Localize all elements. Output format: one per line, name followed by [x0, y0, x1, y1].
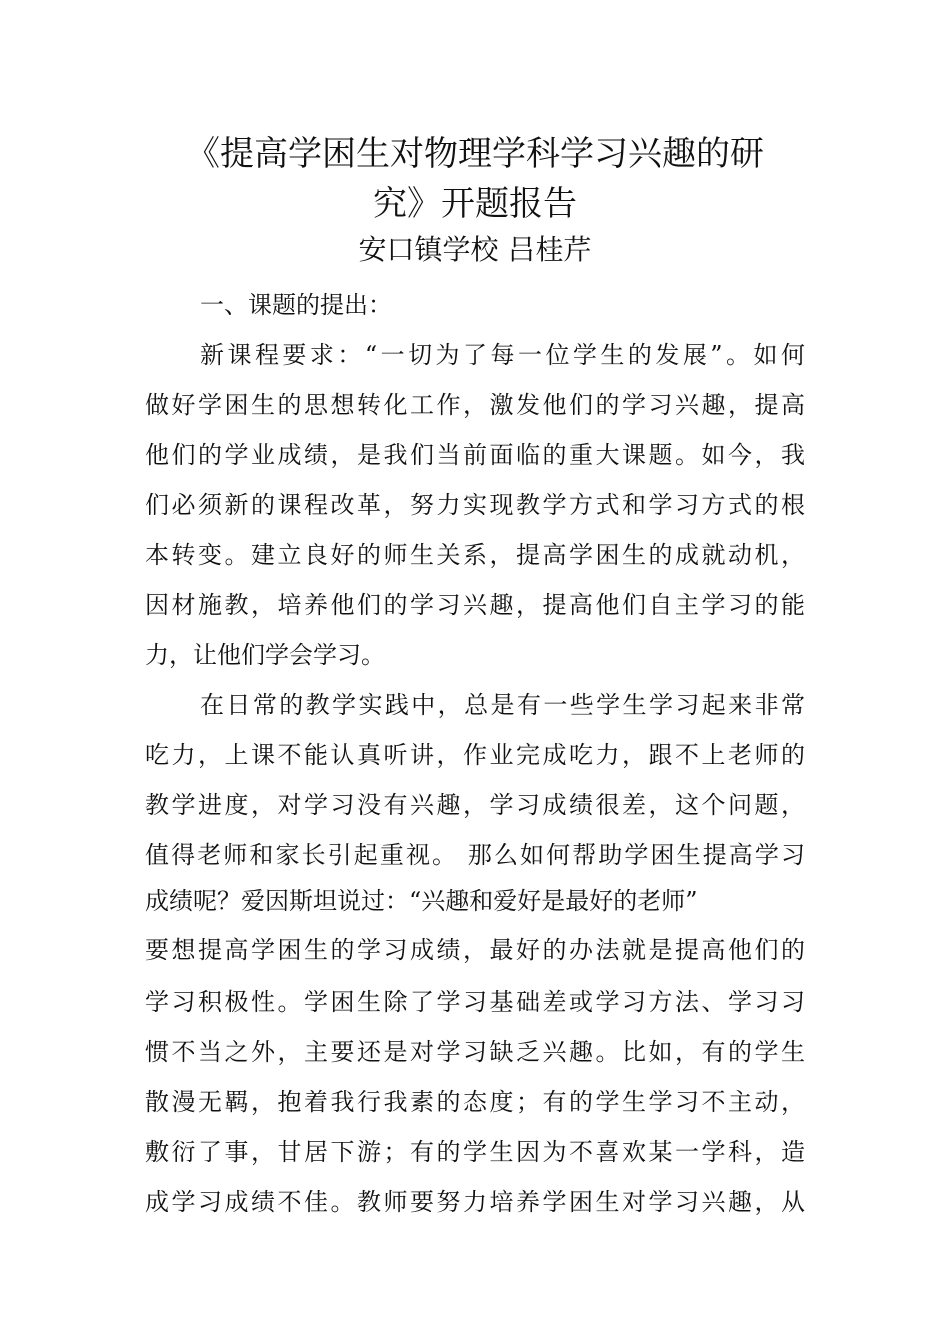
paragraph-line: 吃力，上课不能认真听讲，作业完成吃力，跟不上老师的 [145, 741, 805, 769]
paragraph-line: 惯不当之外，主要还是对学习缺乏兴趣。比如，有的学生 [145, 1038, 805, 1066]
section-heading: 一、课题的提出： [200, 291, 392, 319]
paragraph-line: 在日常的教学实践中，总是有一些学生学习起来非常 [200, 691, 805, 719]
paragraph-line: 因材施教，培养他们的学习兴趣，提高他们自主学习的能 [145, 591, 805, 619]
paragraph-line: 要想提高学困生的学习成绩，最好的办法就是提高他们的 [145, 936, 805, 964]
author-byline: 安口镇学校 吕桂芹 [358, 233, 592, 266]
paragraph-line: 成绩呢？爱因斯坦说过：“兴趣和爱好是最好的老师” [145, 887, 698, 915]
paragraph-line: 他们的学业成绩，是我们当前面临的重大课题。如今，我 [145, 441, 805, 469]
paragraph-line: 们必须新的课程改革，努力实现教学方式和学习方式的根 [145, 491, 805, 519]
paragraph-line: 学习积极性。学困生除了学习基础差或学习方法、学习习 [145, 988, 805, 1016]
paragraph-line: 本转变。建立良好的师生关系，提高学困生的成就动机， [145, 541, 805, 569]
paragraph-line: 教学进度，对学习没有兴趣，学习成绩很差，这个问题， [145, 791, 805, 819]
document-title-line-1: 《提高学困生对物理学科学习兴趣的研 [186, 134, 764, 174]
paragraph-line: 做好学困生的思想转化工作，激发他们的学习兴趣，提高 [145, 391, 805, 419]
paragraph-line: 散漫无羁，抱着我行我素的态度；有的学生学习不主动， [145, 1088, 805, 1116]
paragraph-line: 新课程要求：“一切为了每一位学生的发展”。如何 [200, 341, 805, 369]
document-title-line-2: 究》开题报告 [373, 184, 577, 224]
paragraph-line: 成学习成绩不佳。教师要努力培养学困生对学习兴趣，从 [145, 1188, 805, 1216]
paragraph-line: 力，让他们学会学习。 [145, 641, 385, 669]
paragraph-line: 值得老师和家长引起重视。 那么如何帮助学困生提高学习 [145, 841, 805, 869]
paragraph-line: 敷衍了事，甘居下游；有的学生因为不喜欢某一学科，造 [145, 1138, 805, 1166]
